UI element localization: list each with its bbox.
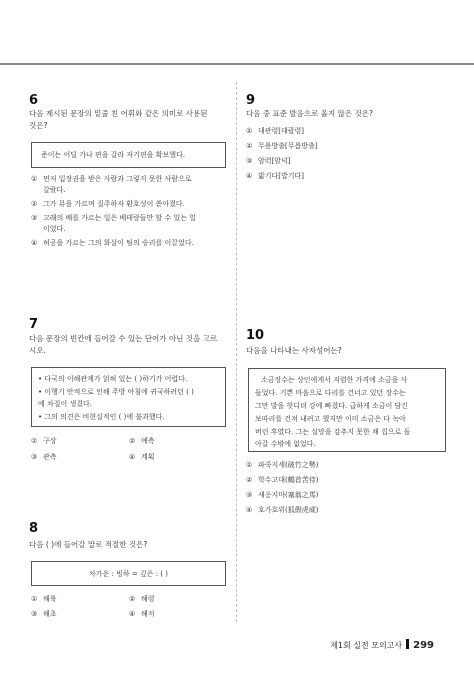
q6-option-1[interactable]: ① 먼저 입장권을 받은 사람과 그렇지 못한 사람으로 — [31, 175, 192, 183]
q6-prompt-line1: 다음 제시된 문장의 밑줄 친 어휘와 같은 의미로 사용된 — [29, 109, 208, 118]
page-number: 299 — [413, 640, 434, 651]
q10-box-line1: 소금장수는 상인에게서 저렴한 가격에 소금을 사 — [261, 376, 408, 384]
q7-box-line2: • 이행기 안적으로 인해 주방 아침에 귀국하려던 ( ) — [38, 388, 194, 396]
q7-prompt-line2: 시오. — [29, 346, 46, 355]
q9-option-2[interactable]: ② 무릎방출[무릅방츨] — [246, 142, 318, 150]
q8-option-1[interactable]: ① 해륙 — [31, 595, 57, 603]
q10-box — [248, 368, 446, 452]
q8-prompt-line1: 다음 ( )에 들어갈 말로 적절한 것은? — [29, 540, 148, 549]
q7-box-line3: 에 차질이 생겼다. — [38, 400, 93, 408]
q8-box — [31, 561, 226, 586]
q6-prompt-line2: 것은? — [29, 121, 48, 130]
q7-option-3[interactable]: ③ 관측 — [31, 453, 57, 461]
column-divider — [236, 82, 237, 622]
q6-option-3-cont: 이었다. — [43, 225, 66, 233]
q6-option-3[interactable]: ③ 고래의 배를 가르는 일은 베테랑들만 할 수 있는 일 — [31, 214, 197, 222]
q6-option-2[interactable]: ② 그가 뮤을 가르며 질주하자 환호성이 쏟아졌다. — [31, 200, 185, 208]
q10-box-line3: 그만 발을 헛디뎌 강에 빠졌다. 급하게 소금이 담긴 — [255, 402, 409, 410]
q8-number: 8 — [29, 521, 39, 536]
q9-prompt-line1: 다음 중 표준 발음으로 옳지 않은 것은? — [246, 109, 373, 118]
q9-option-1[interactable]: ① 대관령[대괄령] — [246, 127, 305, 135]
q10-option-1[interactable]: ① 파죽지세(破竹之勢) — [246, 461, 319, 469]
footer-separator — [406, 639, 409, 649]
q9-option-4[interactable]: ④ 밟기다[밥기다] — [246, 172, 305, 180]
q8-option-4[interactable]: ④ 해저 — [129, 610, 155, 618]
q9-option-3[interactable]: ③ 암력[암넉] — [246, 157, 291, 165]
q6-option-1-cont: 갈랐다. — [43, 186, 66, 194]
q10-box-line5: 버린 후였다. 그는 실망을 감추지 못한 채 집으로 돌 — [255, 428, 411, 436]
top-rule — [0, 63, 474, 65]
q7-prompt-line1: 다음 문장의 빈칸에 들어갈 수 있는 단어가 아닌 것을 고르 — [29, 334, 218, 343]
q7-box — [31, 367, 226, 427]
q7-option-4[interactable]: ④ 계획 — [129, 453, 155, 461]
q7-number: 7 — [29, 317, 39, 332]
q10-prompt-line1: 다음을 나타내는 사자성어는? — [246, 346, 342, 355]
q10-number: 10 — [246, 328, 265, 343]
q8-box-text: 차가운 : 빙하 = 깊은 : ( ) — [89, 570, 168, 578]
q9-number: 9 — [246, 93, 256, 108]
q10-option-3[interactable]: ③ 새옹지마(塞翁之馬) — [246, 491, 319, 499]
q8-option-3[interactable]: ③ 해초 — [31, 610, 57, 618]
q7-box-line1: • 다국의 이해관계가 얽혀 있는 ( )하기가 어렵다. — [38, 375, 188, 383]
q7-option-2[interactable]: ② 예측 — [129, 437, 155, 445]
q6-number: 6 — [29, 93, 39, 108]
q8-option-2[interactable]: ② 해령 — [129, 595, 155, 603]
q10-option-4[interactable]: ④ 호가호위(狐假虎威) — [246, 506, 319, 514]
q6-box-text: 준이는 어딜 가나 편을 갈라 자기편을 확보했다. — [41, 151, 186, 159]
q10-option-2[interactable]: ② 학수고대(鶴首苦待) — [246, 476, 319, 484]
q10-box-line4: 보따리를 건져 내려고 했지만 이미 소금은 다 녹아 — [255, 415, 406, 423]
footer-label: 제1회 실전 모의고사 — [330, 641, 403, 650]
page-footer — [330, 639, 434, 651]
q10-box-line6: 아갈 수밖에 없었다. — [255, 440, 316, 448]
q10-box-line2: 들었다. 기쁜 마음으로 다리를 건너고 있던 장수는 — [255, 389, 406, 397]
q6-option-4[interactable]: ④ 허공을 가르는 그의 화살이 팀의 승리를 이끌었다. — [31, 239, 194, 247]
q7-option-1[interactable]: ① 구상 — [31, 437, 57, 445]
q7-box-line4: • 그의 의견은 비현실적인 ( )에 불과했다. — [38, 413, 165, 421]
q6-box — [31, 142, 226, 168]
